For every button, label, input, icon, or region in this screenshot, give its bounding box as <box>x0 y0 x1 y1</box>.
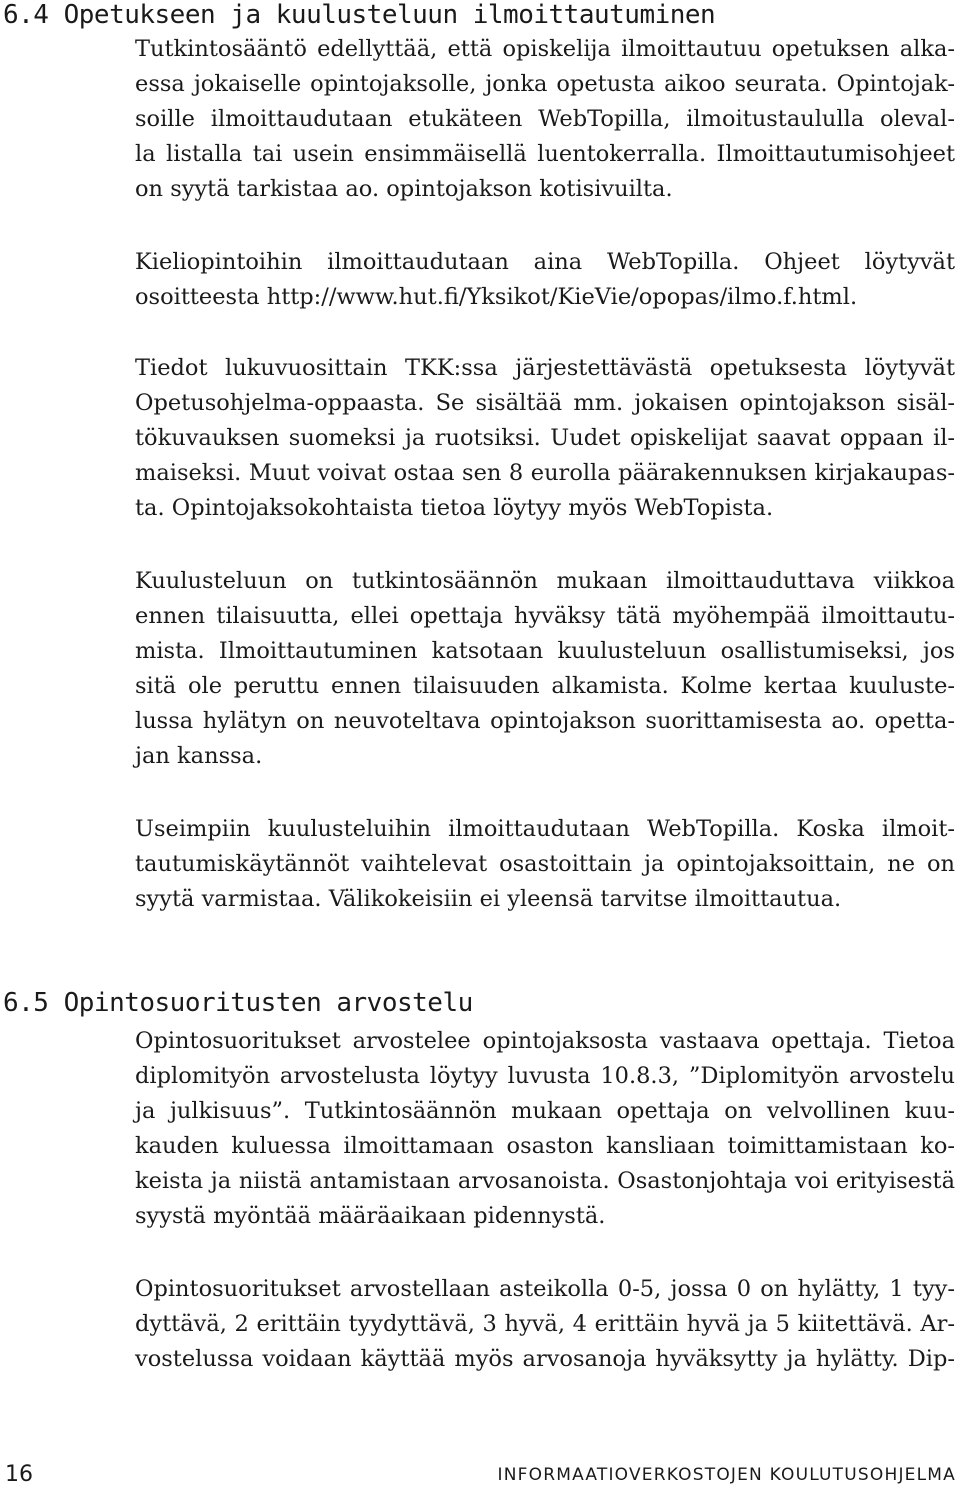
text-line: la listalla tai usein ensimmäisellä luentokerralla. Ilmoittautumisohjeet <box>135 141 955 167</box>
section-heading-6-4: 6.4 Opetukseen ja kuulusteluun ilmoittautuminen <box>3 0 716 30</box>
text-line: sitä ole peruttu ennen tilaisuuden alkamista. Kolme kertaa kuuluste- <box>135 673 955 699</box>
paragraph-grading-scale <box>135 1272 955 1377</box>
paragraph-grading-teacher <box>135 1024 955 1234</box>
paragraph-enrollment-intro <box>135 32 955 207</box>
text-line: Opintosuoritukset arvostellaan asteikolla 0-5, jossa 0 on hylätty, 1 tyy- <box>135 1276 955 1302</box>
text-line: dyttävä, 2 erittäin tyydyttävä, 3 hyvä, 4 erittäin hyvä ja 5 kiitettävä. Ar- <box>135 1311 955 1337</box>
paragraph-exam-enrollment <box>135 564 955 774</box>
page-number: 16 <box>5 1462 33 1487</box>
text-line: tautumiskäytännöt vaihtelevat osastoittain ja opintojaksoittain, ne on <box>135 851 955 877</box>
text-line: essa jokaiselle opintojaksolle, jonka opetusta aikoo seurata. Opintojak- <box>135 71 955 97</box>
text-line: Useimpiin kuulusteluihin ilmoittaudutaan WebTopilla. Koska ilmoit- <box>135 816 955 842</box>
text-line: syytä varmistaa. Välikokeisiin ei yleensä tarvitse ilmoittautua. <box>135 886 842 912</box>
text-line: tökuvauksen suomeksi ja ruotsiksi. Uudet opiskelijat saavat oppaan il- <box>135 425 955 451</box>
text-line: Kuulusteluun on tutkintosäännön mukaan ilmoittauduttava viikkoa <box>135 568 955 594</box>
text-line: soille ilmoittaudutaan etukäteen WebTopilla, ilmoitustaululla oleval- <box>135 106 955 132</box>
text-line: jan kanssa. <box>135 743 263 769</box>
text-line: vostelussa voidaan käyttää myös arvosanoja hyväksytty ja hylätty. Dip- <box>135 1346 955 1372</box>
paragraph-course-guide <box>135 351 955 526</box>
text-line: ennen tilaisuutta, ellei opettaja hyväksy tätä myöhempää ilmoittautu- <box>135 603 955 629</box>
text-line: keista ja niistä antamistaan arvosanoista. Osastonjohtaja voi erityisestä <box>135 1168 955 1194</box>
text-line: Opintosuoritukset arvostelee opintojaksosta vastaava opettaja. Tietoa <box>135 1028 955 1054</box>
text-line: kauden kuluessa ilmoittamaan osaston kansliaan toimittamistaan ko- <box>135 1133 955 1159</box>
text-line: on syytä tarkistaa ao. opintojakson kotisivuilta. <box>135 176 673 202</box>
text-line: lussa hylätyn on neuvoteltava opintojakson suorittamisesta ao. opetta- <box>135 708 955 734</box>
text-line: Opetusohjelma-oppaasta. Se sisältää mm. jokaisen opintojakson sisäl- <box>135 390 955 416</box>
text-line: maiseksi. Muut voivat ostaa sen 8 eurolla päärakennuksen kirjakaupas- <box>135 460 955 486</box>
paragraph-language-studies <box>135 245 955 315</box>
text-line: ja julkisuus”. Tutkintosäännön mukaan opettaja on velvollinen kuu- <box>135 1098 955 1124</box>
text-line: ta. Opintojaksokohtaista tietoa löytyy myös WebTopista. <box>135 495 774 521</box>
text-line: osoitteesta http://www.hut.fi/Yksikot/KieVie/opopas/ilmo.f.html. <box>135 284 858 310</box>
text-line: Tiedot lukuvuosittain TKK:ssa järjestettävästä opetuksesta löytyvät <box>135 355 955 381</box>
section-heading-6-5: 6.5 Opintosuoritusten arvostelu <box>3 988 473 1018</box>
text-line: diplomityön arvostelusta löytyy luvusta 10.8.3, ”Diplomityön arvostelu <box>135 1063 955 1089</box>
running-footer-title: INFORMAATIOVERKOSTOJEN KOULUTUSOHJELMA <box>497 1465 956 1485</box>
text-line: Kieliopintoihin ilmoittaudutaan aina WebTopilla. Ohjeet löytyvät <box>135 249 955 275</box>
text-line: mista. Ilmoittautuminen katsotaan kuulusteluun osallistumiseksi, jos <box>135 638 955 664</box>
paragraph-webtop-exams <box>135 812 955 917</box>
text-line: syystä myöntää määräaikaan pidennystä. <box>135 1203 606 1229</box>
text-line: Tutkintosääntö edellyttää, että opiskelija ilmoittautuu opetuksen alka- <box>135 36 955 62</box>
